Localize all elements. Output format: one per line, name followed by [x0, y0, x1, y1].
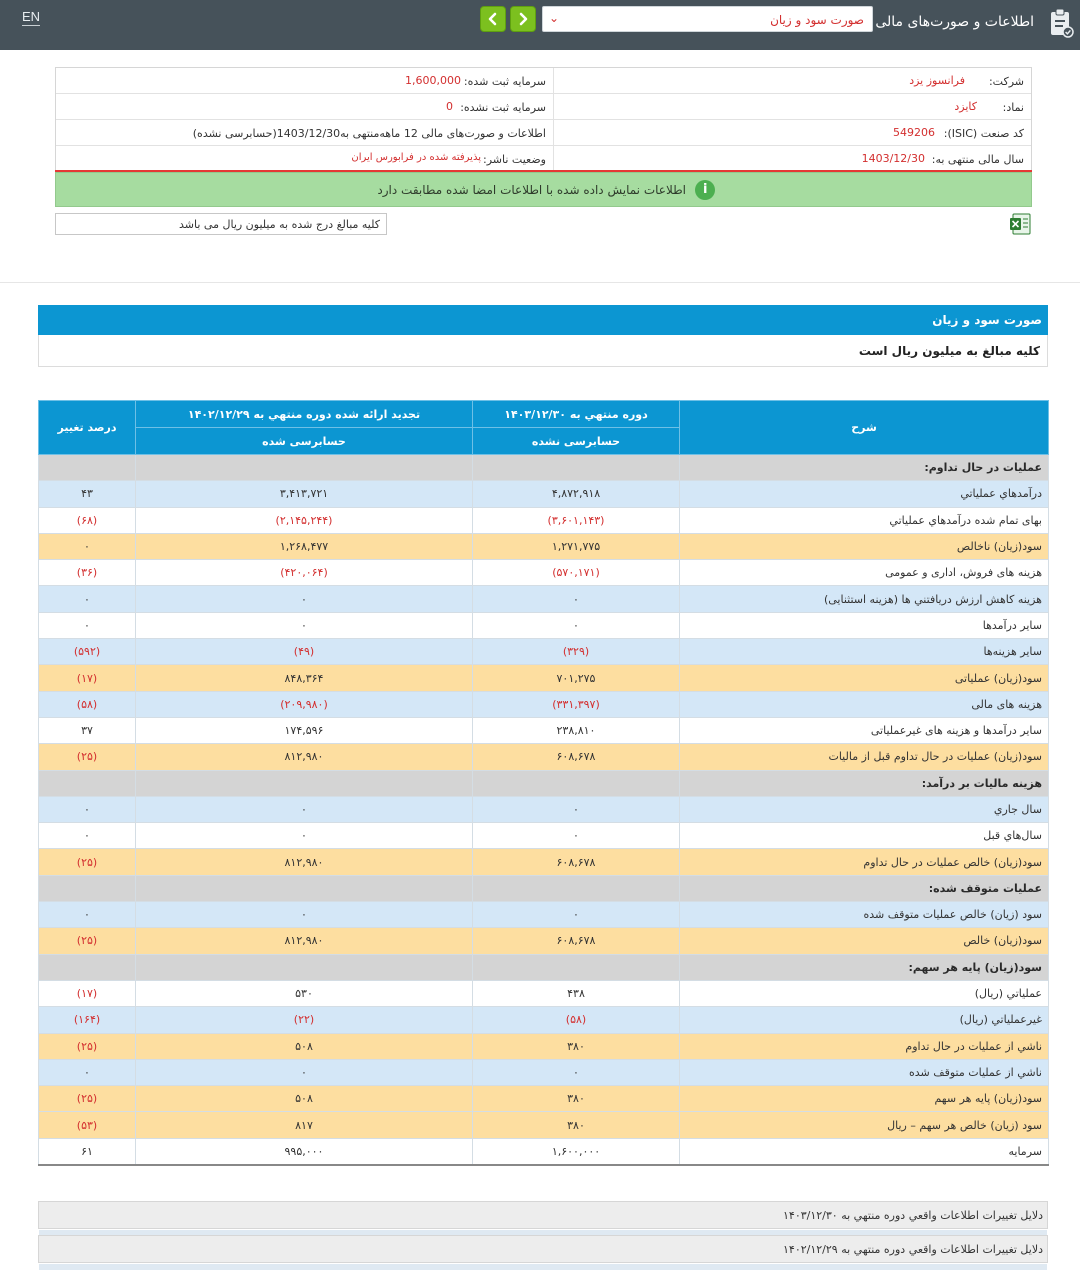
- row-description: سود(زيان) عمليات در حال تداوم قبل از ماليات: [680, 744, 1049, 770]
- previous-value: ۰: [136, 796, 473, 822]
- row-description: هزينه هاى مالى: [680, 691, 1049, 717]
- previous-button[interactable]: [480, 6, 506, 32]
- row-description: ساير درآمدها: [680, 612, 1049, 638]
- row-description: سود (زيان) خالص هر سهم – ريال: [680, 1112, 1049, 1138]
- table-row: [39, 1059, 1049, 1085]
- change-value: ۰: [39, 796, 136, 822]
- current-value: ۰: [473, 1059, 680, 1085]
- table-row: [39, 533, 1049, 559]
- reason-current-text: دلایل تغییرات اطلاعات واقعي دوره منتهي به ۱۴۰۳/۱۲/۳۰: [783, 1209, 1043, 1222]
- current-value: ۳۸۰: [473, 1112, 680, 1138]
- verification-alert: [55, 172, 1032, 207]
- chevron-down-icon: ⌄: [549, 11, 560, 25]
- change-value: (۵۳): [39, 1112, 136, 1138]
- previous-value: (۲,۱۴۵,۲۴۴): [136, 507, 473, 533]
- statement-description: اطلاعات و صورت‌های مالی 12 ماهه‌منتهی به1403/12/30(حسابرسی نشده): [192, 127, 546, 140]
- table-row: [39, 639, 1049, 665]
- reg-capital-value: 1,600,000: [405, 74, 461, 87]
- change-value: (۱۷): [39, 980, 136, 1006]
- previous-value: ۰: [136, 612, 473, 638]
- change-value: ۰: [39, 1059, 136, 1085]
- previous-value: ۵۰۸: [136, 1086, 473, 1112]
- table-row: [39, 849, 1049, 875]
- current-value: (۳,۶۰۱,۱۴۳): [473, 507, 680, 533]
- change-value: ۰: [39, 823, 136, 849]
- row-description: سرمايه: [680, 1138, 1049, 1164]
- change-value: [39, 875, 136, 901]
- publisher-label: وضعیت ناشر:: [483, 153, 546, 166]
- unit-note: [55, 213, 387, 235]
- row-description: هزينه ماليات بر درآمد:: [680, 770, 1049, 796]
- table-section-row: [39, 770, 1049, 796]
- reason-band: [39, 1264, 1047, 1270]
- fiscal-year-value: 1403/12/30: [861, 152, 925, 165]
- header-previous-period: تجدید ارائه شده دوره منتهي به ۱۴۰۲/۱۲/۲۹: [136, 401, 473, 428]
- language-toggle[interactable]: EN: [22, 9, 41, 24]
- previous-value: (۴۲۰,۰۶۴): [136, 560, 473, 586]
- previous-value: ۰: [136, 902, 473, 928]
- clipboard-icon: [1048, 8, 1074, 38]
- alert-text: اطلاعات نمایش داده شده با اطلاعات امضا شده مطابقت دارد: [377, 183, 686, 197]
- current-value: ۰: [473, 586, 680, 612]
- change-value: ۰: [39, 586, 136, 612]
- table-row: [39, 1007, 1049, 1033]
- previous-value: ۱۷۴,۵۹۶: [136, 717, 473, 743]
- symbol-value[interactable]: کایزد: [954, 100, 977, 113]
- table-section-row: [39, 875, 1049, 901]
- company-label: شرکت:: [988, 75, 1024, 88]
- current-value: (۵۷۰,۱۷۱): [473, 560, 680, 586]
- previous-value: ۵۰۸: [136, 1033, 473, 1059]
- change-value: (۵۸): [39, 691, 136, 717]
- income-statement-table: [38, 400, 1049, 1166]
- row-description: سود(زيان) ناخالص: [680, 533, 1049, 559]
- previous-value: ۹۹۵,۰۰۰: [136, 1138, 473, 1164]
- chevron-right-icon: [516, 12, 530, 26]
- unit-note-text: کلیه مبالغ درج شده به میلیون ریال می باشد: [179, 218, 380, 231]
- change-value: (۳۶): [39, 560, 136, 586]
- excel-export-icon[interactable]: [1009, 213, 1031, 235]
- current-value: ۷۰۱,۲۷۵: [473, 665, 680, 691]
- row-description: سایر هزینه‌ها: [680, 639, 1049, 665]
- table-row: [39, 1138, 1049, 1164]
- previous-value: [136, 455, 473, 481]
- reg-capital-label: سرمایه ثبت شده:: [463, 75, 546, 88]
- current-value: ۳۸۰: [473, 1086, 680, 1112]
- previous-value: (۲۲): [136, 1007, 473, 1033]
- row-description: سال‌هاي قبل: [680, 823, 1049, 849]
- table-row: [39, 586, 1049, 612]
- change-value: (۱۷): [39, 665, 136, 691]
- unreg-capital-value: 0: [446, 100, 453, 113]
- row-description: غيرعملياتي (ريال): [680, 1007, 1049, 1033]
- current-value: ۱,۲۷۱,۷۷۵: [473, 533, 680, 559]
- change-value: [39, 954, 136, 980]
- change-value: ۰: [39, 612, 136, 638]
- table-row: [39, 481, 1049, 507]
- change-value: (۲۵): [39, 744, 136, 770]
- next-button[interactable]: [510, 6, 536, 32]
- section-subheader: [38, 335, 1048, 367]
- previous-value: ۸۱۲,۹۸۰: [136, 928, 473, 954]
- table-row: [39, 717, 1049, 743]
- row-description: هزينه هاى فروش، ادارى و عمومى: [680, 560, 1049, 586]
- row-description: هزینه کاهش ارزش دریافتني ها (هزینه استثنایی): [680, 586, 1049, 612]
- unreg-capital-label: سرمایه ثبت نشده:: [460, 101, 546, 114]
- previous-value: ۰: [136, 823, 473, 849]
- previous-value: ۸۴۸,۳۶۴: [136, 665, 473, 691]
- change-value: ۳۷: [39, 717, 136, 743]
- table-section-row: [39, 455, 1049, 481]
- change-value: ۴۳: [39, 481, 136, 507]
- change-value: (۶۸): [39, 507, 136, 533]
- row-description: ساير درآمدها و هزينه هاى غيرعملياتى: [680, 717, 1049, 743]
- row-description: سود(زيان) خالص: [680, 928, 1049, 954]
- current-value: ۴,۸۷۲,۹۱۸: [473, 481, 680, 507]
- change-value: (۲۵): [39, 849, 136, 875]
- current-value: [473, 954, 680, 980]
- table-row: [39, 1033, 1049, 1059]
- row-description: درآمدهاي عملياتي: [680, 481, 1049, 507]
- previous-value: ۸۱۲,۹۸۰: [136, 849, 473, 875]
- app-title: اطلاعات و صورت‌های مالی: [875, 14, 1034, 30]
- change-value: ۰: [39, 902, 136, 928]
- table-row: [39, 902, 1049, 928]
- row-description: سود(زيان) پايه هر سهم: [680, 1086, 1049, 1112]
- row-description: سود(زيان) خالص عمليات در حال تداوم: [680, 849, 1049, 875]
- row-description: ناشي از عمليات متوقف شده: [680, 1059, 1049, 1085]
- symbol-label: نماد:: [1002, 101, 1024, 114]
- header-change-percent: درصد تغییر: [39, 401, 136, 455]
- previous-value: ۸۱۲,۹۸۰: [136, 744, 473, 770]
- reason-row-previous[interactable]: [38, 1235, 1048, 1263]
- reason-previous-text: دلایل تغییرات اطلاعات واقعي دوره منتهي به ۱۴۰۲/۱۲/۲۹: [783, 1243, 1043, 1256]
- chevron-left-icon: [486, 12, 500, 26]
- section-separator: [0, 282, 1080, 283]
- row-description: سود(زيان) عملياتى: [680, 665, 1049, 691]
- previous-value: ۰: [136, 586, 473, 612]
- change-value: ۶۱: [39, 1138, 136, 1164]
- row-description: سود(زيان) پايه هر سهم:: [680, 954, 1049, 980]
- current-value: (۳۲۹): [473, 639, 680, 665]
- current-value: ۶۰۸,۶۷۸: [473, 928, 680, 954]
- publisher-status: پذیرفته شده در فرابورس ایران: [351, 152, 481, 163]
- previous-value: (۲۰۹,۹۸۰): [136, 691, 473, 717]
- row-description: عملياتي (ريال): [680, 980, 1049, 1006]
- isic-label: کد صنعت (ISIC):: [943, 127, 1024, 140]
- change-value: [39, 770, 136, 796]
- previous-value: ۳,۴۱۳,۷۲۱: [136, 481, 473, 507]
- current-value: ۳۸۰: [473, 1033, 680, 1059]
- row-description: سال جاري: [680, 796, 1049, 822]
- table-row: [39, 823, 1049, 849]
- current-value: [473, 455, 680, 481]
- header-previous-status: حسابرسی شده: [136, 428, 473, 455]
- previous-value: (۴۹): [136, 639, 473, 665]
- change-value: (۵۹۲): [39, 639, 136, 665]
- report-type-value: صورت سود و زیان: [770, 13, 864, 27]
- row-description: عمليات متوقف شده:: [680, 875, 1049, 901]
- row-description: عمليات در حال تداوم:: [680, 455, 1049, 481]
- current-value: ۶۰۸,۶۷۸: [473, 849, 680, 875]
- top-bar: [0, 0, 1080, 50]
- current-value: [473, 770, 680, 796]
- company-info-panel: [55, 67, 1032, 171]
- table-section-row: [39, 954, 1049, 980]
- table-row: [39, 744, 1049, 770]
- header-description: شرح: [680, 401, 1049, 455]
- current-value: ۰: [473, 902, 680, 928]
- table-row: [39, 796, 1049, 822]
- change-value: (۱۶۴): [39, 1007, 136, 1033]
- row-description: بهاى تمام شده درآمدهاي عملياتي: [680, 507, 1049, 533]
- previous-value: ۱,۲۶۸,۴۷۷: [136, 533, 473, 559]
- previous-value: [136, 954, 473, 980]
- table-row: [39, 691, 1049, 717]
- change-value: (۲۵): [39, 928, 136, 954]
- previous-value: ۵۳۰: [136, 980, 473, 1006]
- previous-value: ۰: [136, 1059, 473, 1085]
- current-value: ۱,۶۰۰,۰۰۰: [473, 1138, 680, 1164]
- header-current-status: حسابرسی نشده: [473, 428, 680, 455]
- change-value: (۲۵): [39, 1086, 136, 1112]
- change-value: ۰: [39, 533, 136, 559]
- section-header: [38, 305, 1048, 335]
- isic-value: 549206: [893, 126, 935, 139]
- section-subtitle: کلیه مبالغ به میلیون ریال است: [858, 344, 1040, 358]
- table-row: [39, 1086, 1049, 1112]
- table-row: [39, 1112, 1049, 1138]
- current-value: ۰: [473, 612, 680, 638]
- current-value: (۵۸): [473, 1007, 680, 1033]
- reason-row-current[interactable]: [38, 1201, 1048, 1229]
- table-row: [39, 507, 1049, 533]
- table-row: [39, 560, 1049, 586]
- current-value: (۳۳۱,۳۹۷): [473, 691, 680, 717]
- table-row: [39, 928, 1049, 954]
- change-value: (۲۵): [39, 1033, 136, 1059]
- current-value: ۲۳۸,۸۱۰: [473, 717, 680, 743]
- previous-value: ۸۱۷: [136, 1112, 473, 1138]
- table-row: [39, 612, 1049, 638]
- current-value: [473, 875, 680, 901]
- section-title: صورت سود و زیان: [932, 313, 1042, 327]
- header-current-period: دوره منتهي به ۱۴۰۳/۱۲/۳۰: [473, 401, 680, 428]
- current-value: ۰: [473, 796, 680, 822]
- table-row: [39, 665, 1049, 691]
- previous-value: [136, 770, 473, 796]
- report-type-select[interactable]: [542, 6, 873, 32]
- row-description: ناشي از عمليات در حال تداوم: [680, 1033, 1049, 1059]
- table-row: [39, 980, 1049, 1006]
- row-description: سود (زيان) خالص عمليات متوقف شده: [680, 902, 1049, 928]
- fiscal-year-label: سال مالی منتهی به:: [931, 153, 1024, 166]
- current-value: ۴۳۸: [473, 980, 680, 1006]
- change-value: [39, 455, 136, 481]
- current-value: ۰: [473, 823, 680, 849]
- current-value: ۶۰۸,۶۷۸: [473, 744, 680, 770]
- company-name[interactable]: فرانسوز یزد: [909, 74, 965, 87]
- info-icon: i: [695, 180, 715, 200]
- previous-value: [136, 875, 473, 901]
